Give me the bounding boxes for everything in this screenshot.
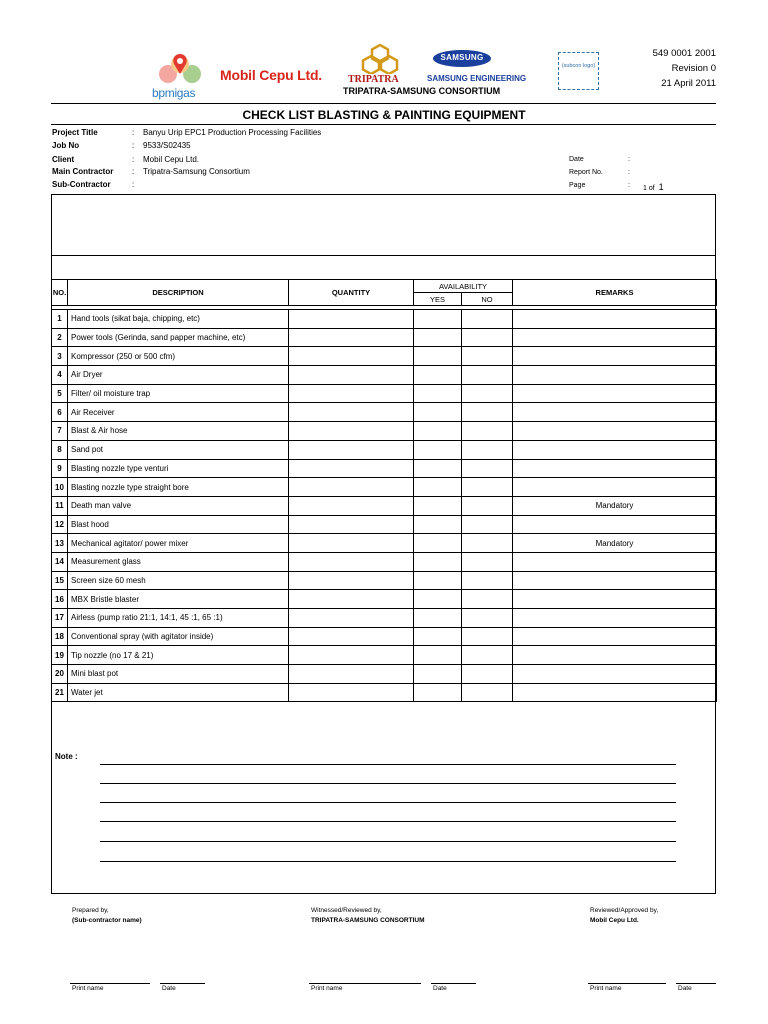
row-remarks[interactable] — [513, 403, 717, 422]
row-quantity-cell[interactable] — [289, 683, 414, 702]
row-no-cell[interactable] — [462, 459, 513, 478]
project-title-value: Banyu Urip EPC1 Production Processing Facilities — [143, 128, 322, 137]
table-row — [52, 403, 717, 422]
tripatra-wordmark: TRIPATRA — [348, 74, 399, 85]
table-row — [52, 552, 717, 571]
project-title-label: Project Title — [52, 128, 98, 137]
row-quantity-cell[interactable] — [289, 347, 414, 366]
table-row — [52, 347, 717, 366]
row-remarks[interactable] — [513, 552, 717, 571]
row-number: 17 — [52, 609, 68, 628]
row-no-cell[interactable] — [462, 478, 513, 497]
row-description: MBX Bristle blaster — [68, 590, 289, 609]
table-row — [52, 366, 717, 385]
row-no-cell[interactable] — [462, 683, 513, 702]
row-yes-cell[interactable] — [414, 683, 462, 702]
row-number: 15 — [52, 571, 68, 590]
date-caption: Date — [433, 985, 447, 992]
row-no-cell[interactable] — [462, 347, 513, 366]
row-number: 8 — [52, 440, 68, 459]
row-number: 16 — [52, 590, 68, 609]
row-no-cell[interactable] — [462, 534, 513, 553]
frame-divider-1 — [52, 255, 715, 256]
row-quantity-cell[interactable] — [289, 627, 414, 646]
row-remarks[interactable] — [513, 478, 717, 497]
row-description: Mini blast pot — [68, 665, 289, 684]
row-yes-cell[interactable] — [414, 534, 462, 553]
table-row — [52, 478, 717, 497]
col-header-quantity: QUANTITY — [289, 280, 414, 306]
note-line[interactable] — [100, 802, 676, 803]
table-row — [52, 384, 717, 403]
row-quantity-cell[interactable] — [289, 366, 414, 385]
row-yes-cell[interactable] — [414, 646, 462, 665]
row-description: Air Dryer — [68, 366, 289, 385]
row-number: 1 — [52, 310, 68, 329]
row-quantity-cell[interactable] — [289, 515, 414, 534]
col-header-availability: AVAILABILITY — [414, 280, 513, 293]
bpmigas-wordmark: bpmigas — [152, 86, 196, 100]
row-number: 14 — [52, 552, 68, 571]
note-label: Note : — [55, 752, 78, 761]
table-row — [52, 422, 717, 441]
page-total: 1 — [658, 182, 664, 192]
row-remarks[interactable] — [513, 646, 717, 665]
signature-party: (Sub-contractor name) — [72, 917, 142, 924]
row-no-cell[interactable] — [462, 366, 513, 385]
row-yes-cell[interactable] — [414, 422, 462, 441]
row-no-cell[interactable] — [462, 384, 513, 403]
row-number: 10 — [52, 478, 68, 497]
document-number: 549 0001 2001 — [652, 48, 716, 59]
document-date: 21 April 2011 — [661, 78, 716, 89]
col-header-yes: YES — [414, 293, 462, 306]
colon: : — [132, 180, 135, 189]
row-number: 12 — [52, 515, 68, 534]
client-label: Client — [52, 155, 75, 164]
colon: : — [628, 169, 630, 176]
row-yes-cell[interactable] — [414, 515, 462, 534]
table-row — [52, 683, 717, 702]
row-remarks[interactable] — [513, 347, 717, 366]
date-caption: Date — [678, 985, 692, 992]
row-yes-cell[interactable] — [414, 459, 462, 478]
row-yes-cell[interactable] — [414, 347, 462, 366]
table-row — [52, 310, 717, 329]
signature-role: Prepared by, — [72, 907, 109, 914]
row-quantity-cell[interactable] — [289, 384, 414, 403]
row-description: Blast & Air hose — [68, 422, 289, 441]
row-quantity-cell[interactable] — [289, 590, 414, 609]
date-line[interactable] — [160, 983, 205, 984]
date-row — [569, 156, 709, 168]
row-number: 18 — [52, 627, 68, 646]
job-no-label: Job No — [52, 141, 80, 150]
row-yes-cell[interactable] — [414, 552, 462, 571]
colon: : — [132, 155, 135, 164]
row-quantity-cell[interactable] — [289, 422, 414, 441]
note-line[interactable] — [100, 783, 676, 784]
row-yes-cell[interactable] — [414, 496, 462, 515]
row-no-cell[interactable] — [462, 440, 513, 459]
row-yes-cell[interactable] — [414, 366, 462, 385]
row-remarks[interactable]: Mandatory — [513, 496, 717, 515]
row-remarks[interactable] — [513, 627, 717, 646]
bpmigas-mark-icon — [150, 52, 210, 88]
print-name-line[interactable] — [588, 983, 666, 984]
row-description: Water jet — [68, 683, 289, 702]
table-row — [52, 627, 717, 646]
samsung-engineering-text: SAMSUNG ENGINEERING — [427, 74, 527, 83]
row-quantity-cell[interactable] — [289, 571, 414, 590]
table-body — [52, 306, 717, 702]
header-rule-top — [51, 103, 716, 104]
row-quantity-cell[interactable] — [289, 440, 414, 459]
table-row — [52, 328, 717, 347]
row-yes-cell[interactable] — [414, 384, 462, 403]
row-no-cell[interactable] — [462, 310, 513, 329]
consortium-text: TRIPATRA-SAMSUNG CONSORTIUM — [343, 86, 501, 96]
tripatra-logo — [340, 44, 420, 92]
row-quantity-cell[interactable] — [289, 403, 414, 422]
row-remarks[interactable] — [513, 459, 717, 478]
report-no-label: Report No. — [569, 169, 603, 176]
row-description: Tip nozzle (no 17 & 21) — [68, 646, 289, 665]
print-name-caption: Print name — [590, 985, 622, 992]
row-description: Screen size 60 mesh — [68, 571, 289, 590]
row-no-cell[interactable] — [462, 646, 513, 665]
signature-party: TRIPATRA-SAMSUNG CONSORTIUM — [311, 917, 425, 924]
row-yes-cell[interactable] — [414, 590, 462, 609]
row-description: Kompressor (250 or 500 cfm) — [68, 347, 289, 366]
row-number: 3 — [52, 347, 68, 366]
table-row — [52, 571, 717, 590]
client-value: Mobil Cepu Ltd. — [143, 155, 200, 164]
row-yes-cell[interactable] — [414, 609, 462, 628]
mobil-cepu-logo: Mobil Cepu Ltd. — [220, 67, 322, 83]
row-remarks[interactable]: Mandatory — [513, 534, 717, 553]
row-number: 6 — [52, 403, 68, 422]
row-description: Measurement glass — [68, 552, 289, 571]
page-of-text: 1 of — [643, 185, 655, 192]
row-remarks[interactable] — [513, 590, 717, 609]
main-contractor-value: Tripatra-Samsung Consortium — [143, 167, 250, 176]
sub-contractor-label: Sub-Contractor — [52, 180, 111, 189]
row-yes-cell[interactable] — [414, 403, 462, 422]
row-remarks[interactable] — [513, 366, 717, 385]
row-quantity-cell[interactable] — [289, 459, 414, 478]
print-name-line[interactable] — [70, 983, 150, 984]
colon: : — [628, 156, 630, 163]
row-yes-cell[interactable] — [414, 571, 462, 590]
row-quantity-cell[interactable] — [289, 534, 414, 553]
row-description: Conventional spray (with agitator inside) — [68, 627, 289, 646]
row-number: 13 — [52, 534, 68, 553]
row-no-cell[interactable] — [462, 403, 513, 422]
row-description: Hand tools (sikat baja, chipping, etc) — [68, 310, 289, 329]
header-rule-bottom — [51, 124, 716, 125]
row-quantity-cell[interactable] — [289, 609, 414, 628]
date-line[interactable] — [676, 983, 716, 984]
document-info — [653, 46, 716, 91]
tripatra-hexagon-icon — [350, 44, 410, 74]
row-description: Blast hood — [68, 515, 289, 534]
date-line[interactable] — [431, 983, 476, 984]
row-remarks[interactable] — [513, 440, 717, 459]
row-remarks[interactable] — [513, 665, 717, 684]
row-description: Blasting nozzle type venturi — [68, 459, 289, 478]
report-no-row — [569, 169, 709, 181]
colon: : — [132, 128, 135, 137]
row-no-cell[interactable] — [462, 328, 513, 347]
row-number: 21 — [52, 683, 68, 702]
signature-witnessed — [311, 906, 425, 926]
row-no-cell[interactable] — [462, 552, 513, 571]
row-yes-cell[interactable] — [414, 310, 462, 329]
row-description: Blasting nozzle type straight bore — [68, 478, 289, 497]
row-number: 2 — [52, 328, 68, 347]
table-header-row — [52, 280, 717, 293]
date-label: Date — [569, 156, 584, 163]
print-name-caption: Print name — [72, 985, 104, 992]
row-no-cell[interactable] — [462, 609, 513, 628]
row-remarks[interactable] — [513, 571, 717, 590]
row-yes-cell[interactable] — [414, 478, 462, 497]
row-yes-cell[interactable] — [414, 665, 462, 684]
row-remarks[interactable] — [513, 609, 717, 628]
row-description: Death man valve — [68, 496, 289, 515]
row-quantity-cell[interactable] — [289, 552, 414, 571]
signature-approved — [590, 906, 658, 926]
job-no-value: 9533/S02435 — [143, 141, 191, 150]
row-quantity-cell[interactable] — [289, 665, 414, 684]
table-row — [52, 665, 717, 684]
row-remarks[interactable] — [513, 515, 717, 534]
print-name-line[interactable] — [309, 983, 421, 984]
row-number: 11 — [52, 496, 68, 515]
revision: Revision 0 — [671, 63, 716, 74]
note-line[interactable] — [100, 764, 676, 765]
row-remarks[interactable] — [513, 384, 717, 403]
row-yes-cell[interactable] — [414, 440, 462, 459]
table-row — [52, 515, 717, 534]
row-description: Air Receiver — [68, 403, 289, 422]
table-row — [52, 609, 717, 628]
main-contractor-label: Main Contractor — [52, 167, 114, 176]
row-description: Mechanical agitator/ power mixer — [68, 534, 289, 553]
row-number: 9 — [52, 459, 68, 478]
samsung-badge — [433, 50, 491, 67]
page-value — [643, 182, 664, 192]
date-caption: Date — [162, 985, 176, 992]
row-remarks[interactable] — [513, 310, 717, 329]
colon: : — [132, 141, 135, 150]
subcon-logo-text: (subcon logo) — [561, 63, 596, 69]
table-row — [52, 590, 717, 609]
row-description: Power tools (Gerinda, sand papper machine, etc) — [68, 328, 289, 347]
row-quantity-cell[interactable] — [289, 478, 414, 497]
row-no-cell[interactable] — [462, 422, 513, 441]
table-row — [52, 459, 717, 478]
row-yes-cell[interactable] — [414, 627, 462, 646]
row-no-cell[interactable] — [462, 590, 513, 609]
row-quantity-cell[interactable] — [289, 646, 414, 665]
colon: : — [132, 167, 135, 176]
row-number: 5 — [52, 384, 68, 403]
note-line[interactable] — [100, 841, 676, 842]
row-no-cell[interactable] — [462, 627, 513, 646]
row-description: Filter/ oil moisture trap — [68, 384, 289, 403]
row-no-cell[interactable] — [462, 515, 513, 534]
col-header-description: DESCRIPTION — [68, 280, 289, 306]
table-row — [52, 646, 717, 665]
page-label: Page — [569, 182, 586, 189]
row-number: 20 — [52, 665, 68, 684]
note-line[interactable] — [100, 861, 676, 862]
row-no-cell[interactable] — [462, 665, 513, 684]
row-number: 4 — [52, 366, 68, 385]
table-row — [52, 440, 717, 459]
colon: : — [628, 182, 630, 189]
subcon-logo-placeholder — [558, 52, 599, 90]
row-no-cell[interactable] — [462, 496, 513, 515]
row-number: 19 — [52, 646, 68, 665]
row-yes-cell[interactable] — [414, 328, 462, 347]
row-quantity-cell[interactable] — [289, 310, 414, 329]
row-remarks[interactable] — [513, 422, 717, 441]
row-description: Airless (pump ratio 21:1, 14:1, 45 :1, 65 :1) — [68, 609, 289, 628]
signature-role: Reviewed/Approved by, — [590, 907, 659, 914]
checklist-table — [51, 279, 717, 702]
note-line[interactable] — [100, 821, 676, 822]
row-number: 7 — [52, 422, 68, 441]
row-description: Sand pot — [68, 440, 289, 459]
row-no-cell[interactable] — [462, 571, 513, 590]
bpmigas-logo — [150, 52, 210, 100]
col-header-remarks: REMARKS — [513, 280, 717, 306]
samsung-badge-text: SAMSUNG — [440, 53, 484, 62]
col-header-no-availability: NO — [462, 293, 513, 306]
signature-role: Witnessed/Reviewed by, — [311, 907, 382, 914]
row-quantity-cell[interactable] — [289, 496, 414, 515]
page-row — [569, 182, 709, 194]
table-row — [52, 496, 717, 515]
page-title: CHECK LIST BLASTING & PAINTING EQUIPMENT — [242, 108, 526, 122]
print-name-caption: Print name — [311, 985, 343, 992]
signature-party: Mobil Cepu Ltd. — [590, 917, 639, 924]
signature-prepared — [72, 906, 142, 926]
table-row — [52, 534, 717, 553]
row-remarks[interactable] — [513, 683, 717, 702]
row-remarks[interactable] — [513, 328, 717, 347]
row-quantity-cell[interactable] — [289, 328, 414, 347]
col-header-no: NO. — [52, 280, 68, 306]
